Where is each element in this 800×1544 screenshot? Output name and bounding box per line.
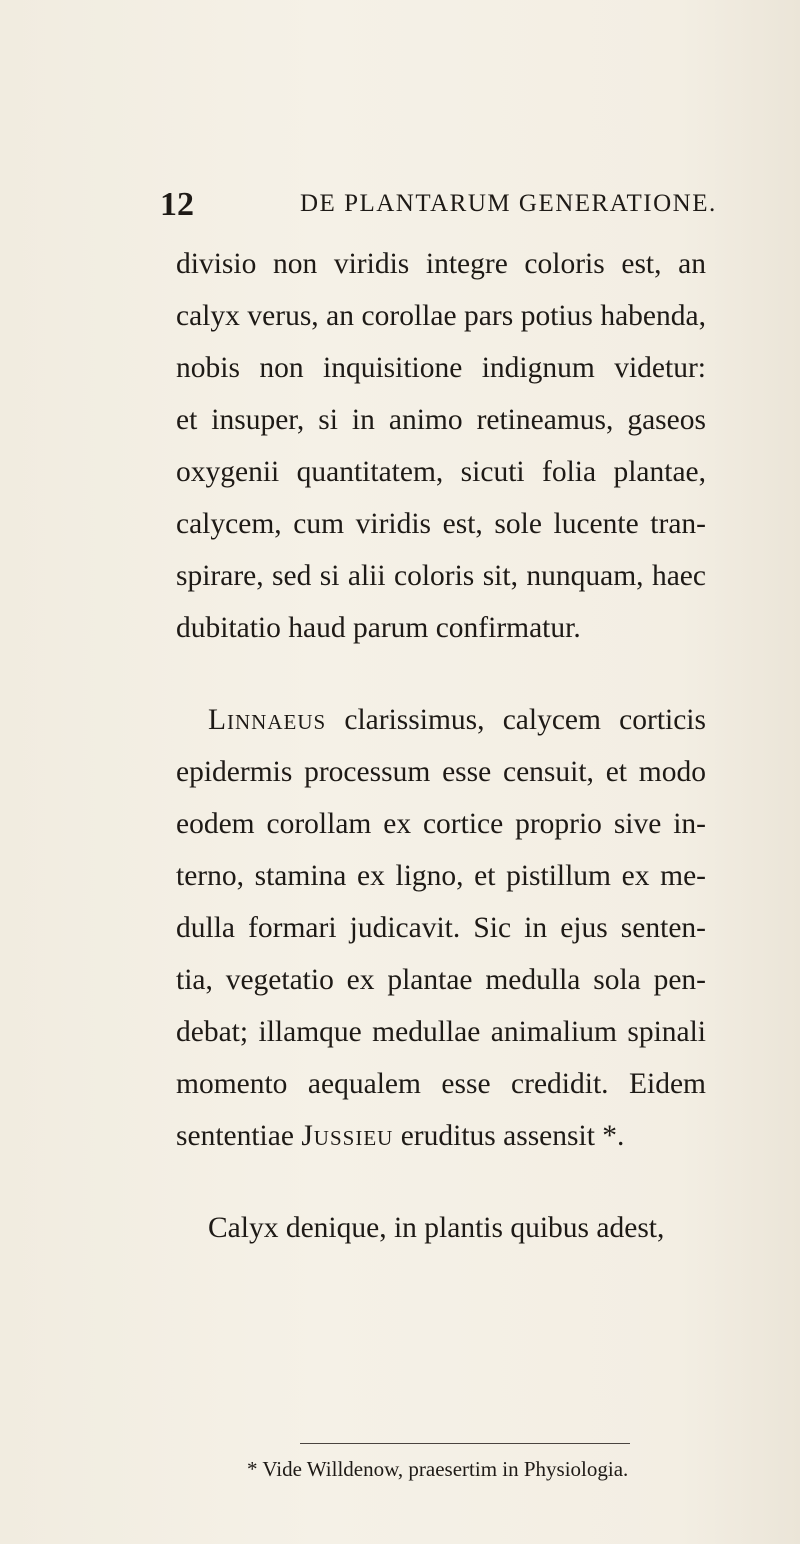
text-line: oxygenii quantitatem, sicuti folia plantae, (176, 456, 706, 488)
footnote-rule (300, 1443, 630, 1444)
paragraph-gap (176, 654, 706, 694)
text-line: Calyx denique, in plantis quibus adest, (208, 1212, 665, 1244)
text-line: momento aequalem esse credidit. Eidem (176, 1068, 706, 1100)
footnote: * Vide Willdenow, praesertim in Physiologia. (247, 1457, 629, 1481)
text-line (176, 1110, 706, 1162)
text-run: clarissimus, calycem corticis (326, 704, 706, 736)
paragraph-gap (176, 1162, 706, 1202)
running-title: DE PLANTARUM GENERATIONE. (300, 190, 717, 217)
text-run: sententiae (176, 1120, 302, 1152)
text-line: divisio non viridis integre coloris est, an (176, 248, 706, 280)
text-line: et insuper, si in animo retineamus, gaseos (176, 404, 706, 436)
text-line: calycem, cum viridis est, sole lucente tran- (176, 508, 706, 540)
body-text (176, 238, 706, 1254)
text-line: dubitatio haud parum confirmatur. (176, 612, 581, 644)
page-number: 12 (160, 186, 194, 223)
text-line: nobis non inquisitione indignum videtur: (176, 352, 706, 384)
text-line: epidermis processum esse censuit, et modo (176, 756, 706, 788)
text-line: debat; illamque medullae animalium spinali (176, 1016, 706, 1048)
text-line: calyx verus, an corollae pars potius habenda, (176, 300, 706, 332)
text-line: eodem corollam ex cortice proprio sive in- (176, 808, 706, 840)
text-line: terno, stamina ex ligno, et pistillum ex me- (176, 860, 706, 892)
text-line: spirare, sed si alii coloris sit, nunquam, haec (176, 560, 706, 592)
author-name-jussieu: Jussieu (301, 1120, 394, 1152)
text-line (176, 694, 706, 746)
author-name-linnaeus: Linnaeus (208, 704, 327, 736)
footnote-reference: eruditus assensit *. (393, 1120, 625, 1152)
text-line: tia, vegetatio ex plantae medulla sola pen- (176, 964, 706, 996)
text-line: dulla formari judicavit. Sic in ejus senten- (176, 912, 706, 944)
page-header (160, 186, 720, 226)
